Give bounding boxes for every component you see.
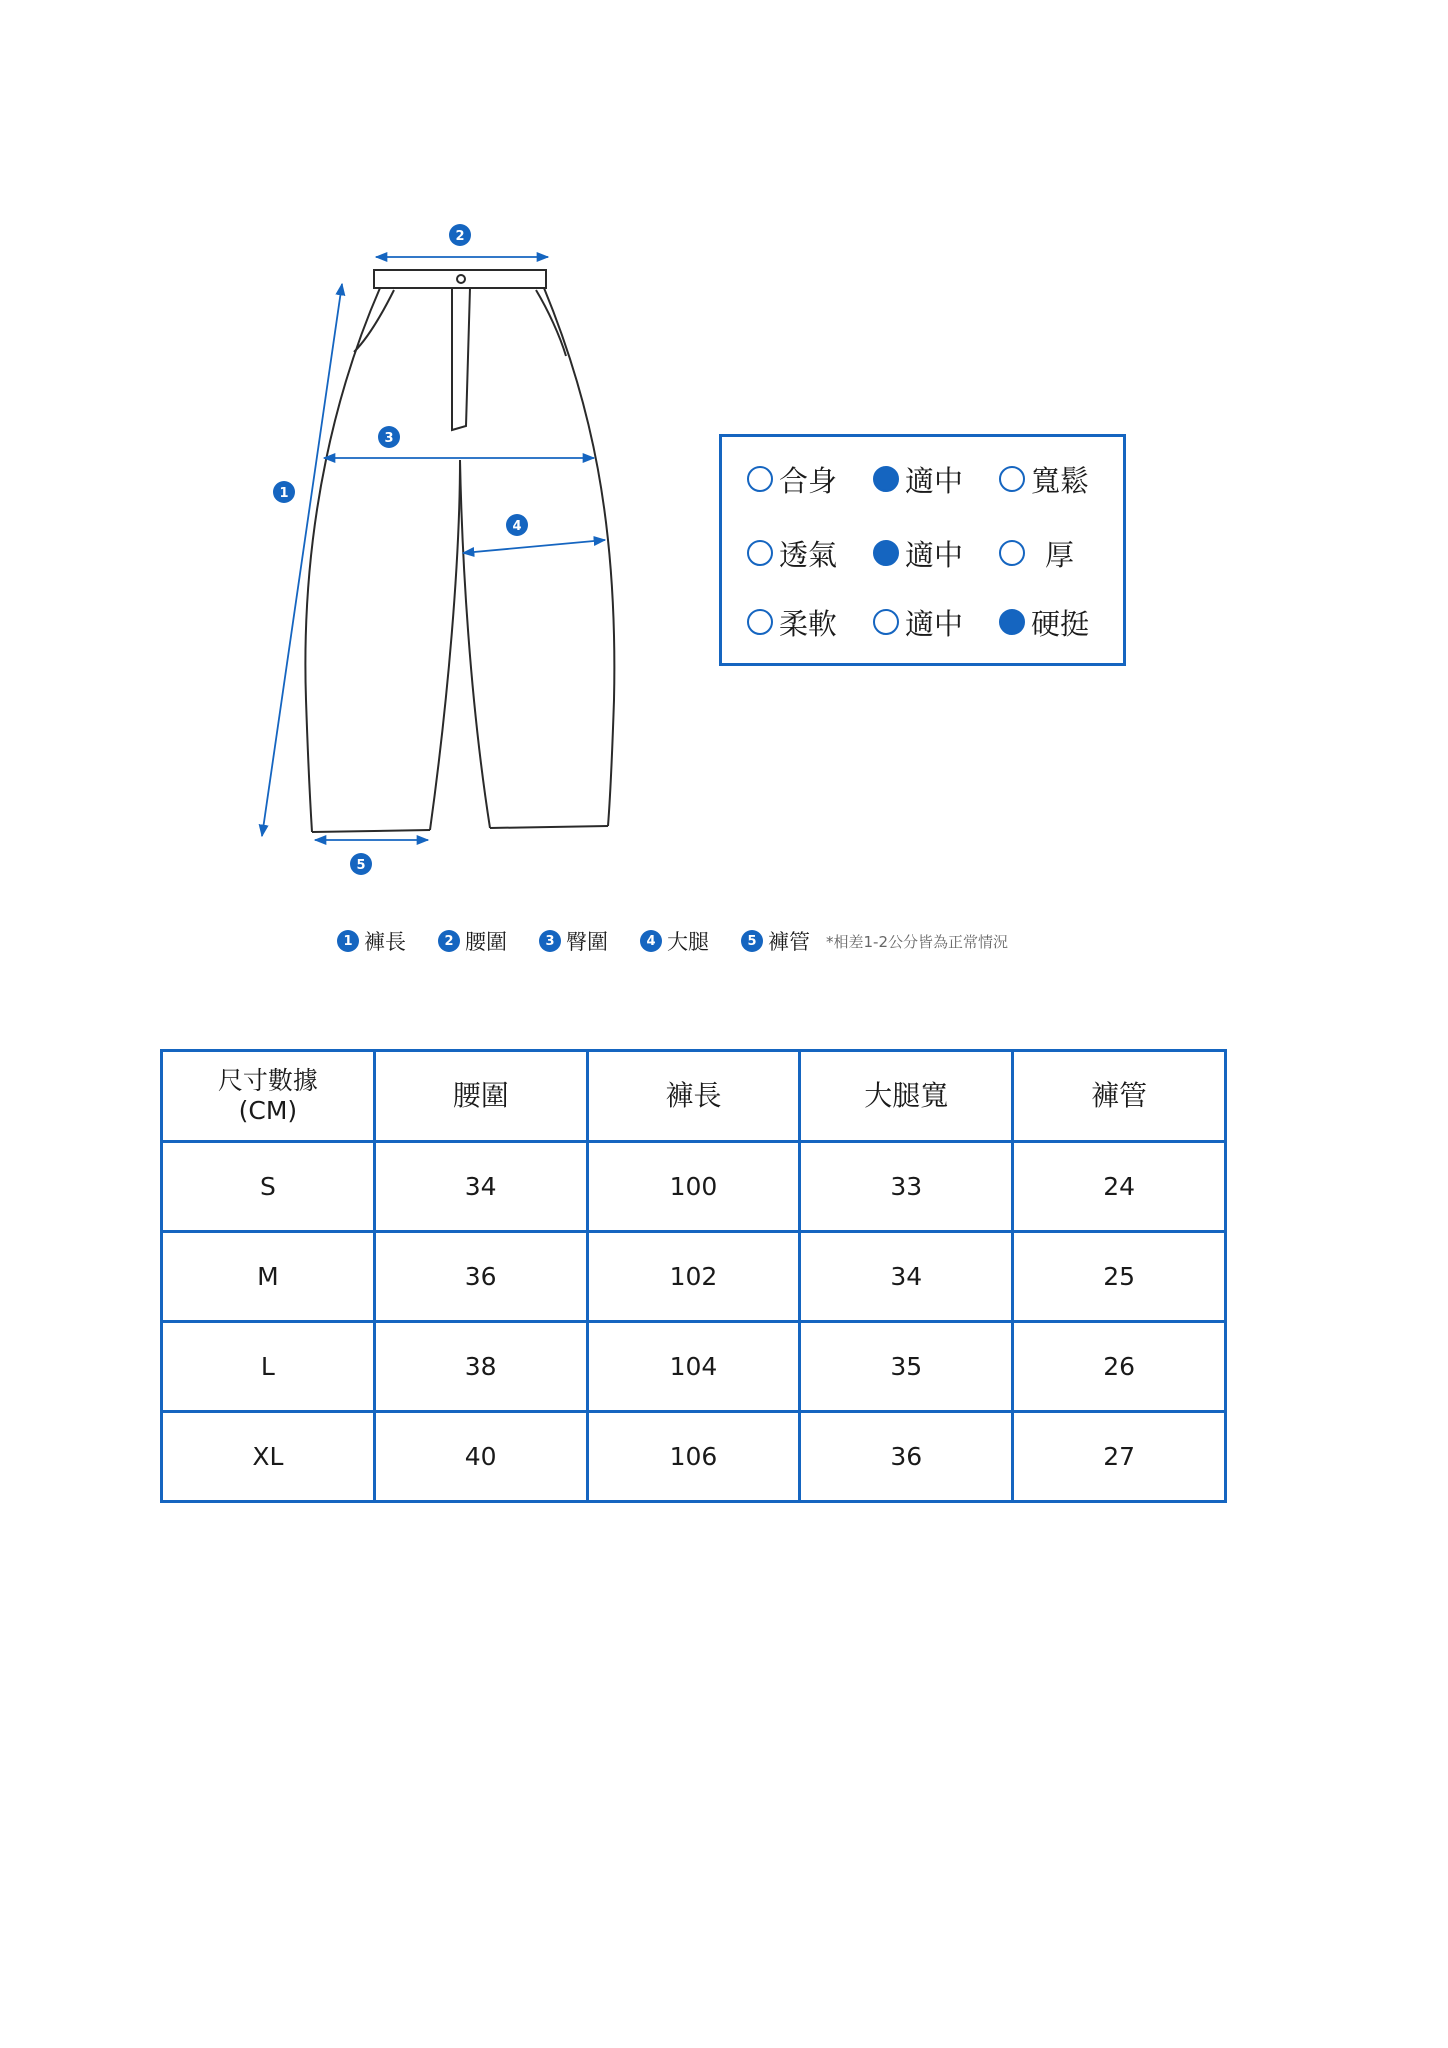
tolerance-note: *相差1-2公分皆為正常情況 <box>826 932 1009 951</box>
feel-option <box>999 533 1125 574</box>
number-badge: 3 <box>539 930 561 952</box>
feel-option <box>999 459 1125 500</box>
value-cell: 38 <box>374 1322 587 1412</box>
number-badge: 4 <box>640 930 662 952</box>
value-cell: 35 <box>800 1322 1013 1412</box>
feel-option-label: 厚 <box>1045 537 1075 572</box>
legend-label: 臀圍 <box>566 930 608 954</box>
legend-label: 大腿 <box>667 930 709 954</box>
feel-option-label: 合身 <box>779 463 838 498</box>
value-cell: 36 <box>374 1232 587 1322</box>
badge-4 <box>506 514 528 536</box>
feel-option <box>747 602 873 643</box>
radio-filled-icon <box>873 540 899 566</box>
feel-option-label: 適中 <box>905 463 964 498</box>
value-cell: 34 <box>374 1142 587 1232</box>
svg-text:4: 4 <box>512 519 522 534</box>
value-cell: 27 <box>1013 1412 1226 1502</box>
value-cell: 40 <box>374 1412 587 1502</box>
pants-outline <box>305 270 614 832</box>
size-cell: M <box>162 1232 375 1322</box>
radio-empty-icon <box>999 540 1025 566</box>
header-thigh: 大腿寬 <box>800 1051 1013 1142</box>
number-badge: 1 <box>337 930 359 952</box>
value-cell: 100 <box>587 1142 800 1232</box>
measurement-legend <box>337 926 1008 956</box>
value-cell: 33 <box>800 1142 1013 1232</box>
legend-label: 腰圍 <box>465 930 507 954</box>
feel-option <box>873 533 999 574</box>
feel-option-label: 硬挺 <box>1031 606 1090 641</box>
badge-1 <box>273 481 295 503</box>
table-header-row <box>162 1051 1226 1142</box>
table-row <box>162 1412 1226 1502</box>
feel-option-label: 透氣 <box>779 537 838 572</box>
feel-option <box>873 459 999 500</box>
table-row <box>162 1232 1226 1322</box>
legend-label: 褲長 <box>364 930 406 954</box>
fabric-feel-box <box>719 434 1126 666</box>
header-hem: 褲管 <box>1013 1051 1226 1142</box>
legend-label: 褲管 <box>768 930 810 954</box>
value-cell: 36 <box>800 1412 1013 1502</box>
value-cell: 106 <box>587 1412 800 1502</box>
radio-empty-icon <box>747 609 773 635</box>
radio-empty-icon <box>747 540 773 566</box>
value-cell: 104 <box>587 1322 800 1412</box>
feel-row-thickness <box>747 533 1125 573</box>
radio-empty-icon <box>747 466 773 492</box>
feel-option <box>873 602 999 643</box>
value-cell: 102 <box>587 1232 800 1322</box>
svg-text:2: 2 <box>455 229 465 244</box>
number-badge: 2 <box>438 930 460 952</box>
badge-3 <box>378 426 400 448</box>
header-title: 尺寸數據 <box>217 1066 318 1095</box>
radio-filled-icon <box>999 609 1025 635</box>
badge-5 <box>350 853 372 875</box>
svg-text:1: 1 <box>279 486 289 501</box>
number-badge: 5 <box>741 930 763 952</box>
value-cell: 25 <box>1013 1232 1226 1322</box>
feel-option-label: 寬鬆 <box>1031 463 1090 498</box>
table-row <box>162 1322 1226 1412</box>
feel-option-label: 適中 <box>905 606 964 641</box>
legend-item <box>337 926 406 956</box>
size-cell: S <box>162 1142 375 1232</box>
svg-text:5: 5 <box>356 858 366 873</box>
header-size-data <box>162 1051 375 1142</box>
svg-text:3: 3 <box>384 431 394 446</box>
feel-option <box>999 602 1125 643</box>
feel-row-stiffness <box>747 602 1125 642</box>
value-cell: 34 <box>800 1232 1013 1322</box>
header-waist: 腰圍 <box>374 1051 587 1142</box>
feel-option-label: 適中 <box>905 537 964 572</box>
radio-empty-icon <box>873 609 899 635</box>
feel-option-label: 柔軟 <box>779 606 838 641</box>
feel-option <box>747 533 873 574</box>
size-table <box>160 1049 1227 1503</box>
badge-2 <box>449 224 471 246</box>
table-row <box>162 1142 1226 1232</box>
legend-item <box>640 926 709 956</box>
size-cell: L <box>162 1322 375 1412</box>
header-unit: (CM) <box>238 1096 298 1125</box>
value-cell: 26 <box>1013 1322 1226 1412</box>
feel-row-fit <box>747 459 1125 499</box>
header-length: 褲長 <box>587 1051 800 1142</box>
legend-item <box>438 926 507 956</box>
radio-filled-icon <box>873 466 899 492</box>
legend-item <box>539 926 608 956</box>
legend-item <box>741 926 810 956</box>
size-cell: XL <box>162 1412 375 1502</box>
value-cell: 24 <box>1013 1142 1226 1232</box>
radio-empty-icon <box>999 466 1025 492</box>
feel-option <box>747 459 873 500</box>
measure-lines <box>262 257 605 840</box>
